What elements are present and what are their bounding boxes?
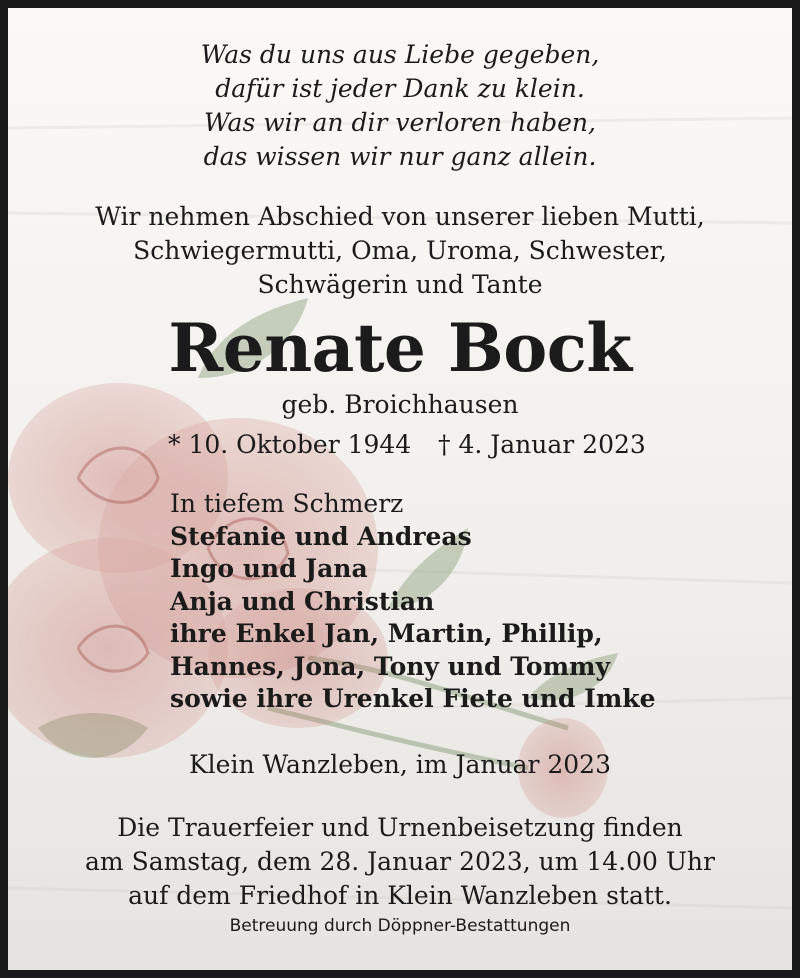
service-line: am Samstag, dem 28. Januar 2023, um 14.00 Uhr <box>85 847 715 876</box>
death-date: † 4. Januar 2023 <box>438 430 646 459</box>
life-dates <box>8 428 792 462</box>
service-line: Die Trauerfeier und Urnenbeisetzung finden <box>117 813 683 842</box>
mourner-family: sowie ihre Urenkel Fiete und Imke <box>170 684 656 713</box>
poem-line: das wissen wir nur ganz allein. <box>203 142 597 171</box>
mourner-family: ihre Enkel Jan, Martin, Phillip, <box>170 619 603 648</box>
birth-name: geb. Broichhausen <box>281 390 519 419</box>
obituary-notice <box>8 8 792 970</box>
mourners-lead: In tiefem Schmerz <box>170 489 404 518</box>
service-line: auf dem Friedhof in Klein Wanzleben statt. <box>128 881 672 910</box>
intro-line: Schwiegermutti, Oma, Uroma, Schwester, <box>133 236 667 265</box>
undertaker-credit: Betreuung durch Döppner-Bestattungen <box>229 916 571 936</box>
mourner-family: Anja und Christian <box>170 586 435 616</box>
place-and-date: Klein Wanzleben, im Januar 2023 <box>189 750 611 779</box>
poem-line: Was wir an dir verloren haben, <box>204 108 596 137</box>
funeral-service-info <box>8 811 792 913</box>
mourners-list <box>170 488 770 716</box>
intro-line: Wir nehmen Abschied von unserer lieben Mutti, <box>95 202 705 231</box>
poem-line: dafür ist jeder Dank zu klein. <box>215 74 585 103</box>
deceased-name: Renate Bock <box>168 309 632 387</box>
farewell-intro <box>8 200 792 302</box>
mourner-family: Stefanie und Andreas <box>170 521 472 551</box>
intro-line: Schwägerin und Tante <box>257 270 543 299</box>
mourner-family: Hannes, Jona, Tony und Tommy <box>170 651 611 681</box>
poem-line: Was du uns aus Liebe gegeben, <box>200 40 600 69</box>
birth-date: * 10. Oktober 1944 <box>168 430 412 459</box>
mourner-family: Ingo und Jana <box>170 554 368 583</box>
memorial-poem <box>8 38 792 174</box>
